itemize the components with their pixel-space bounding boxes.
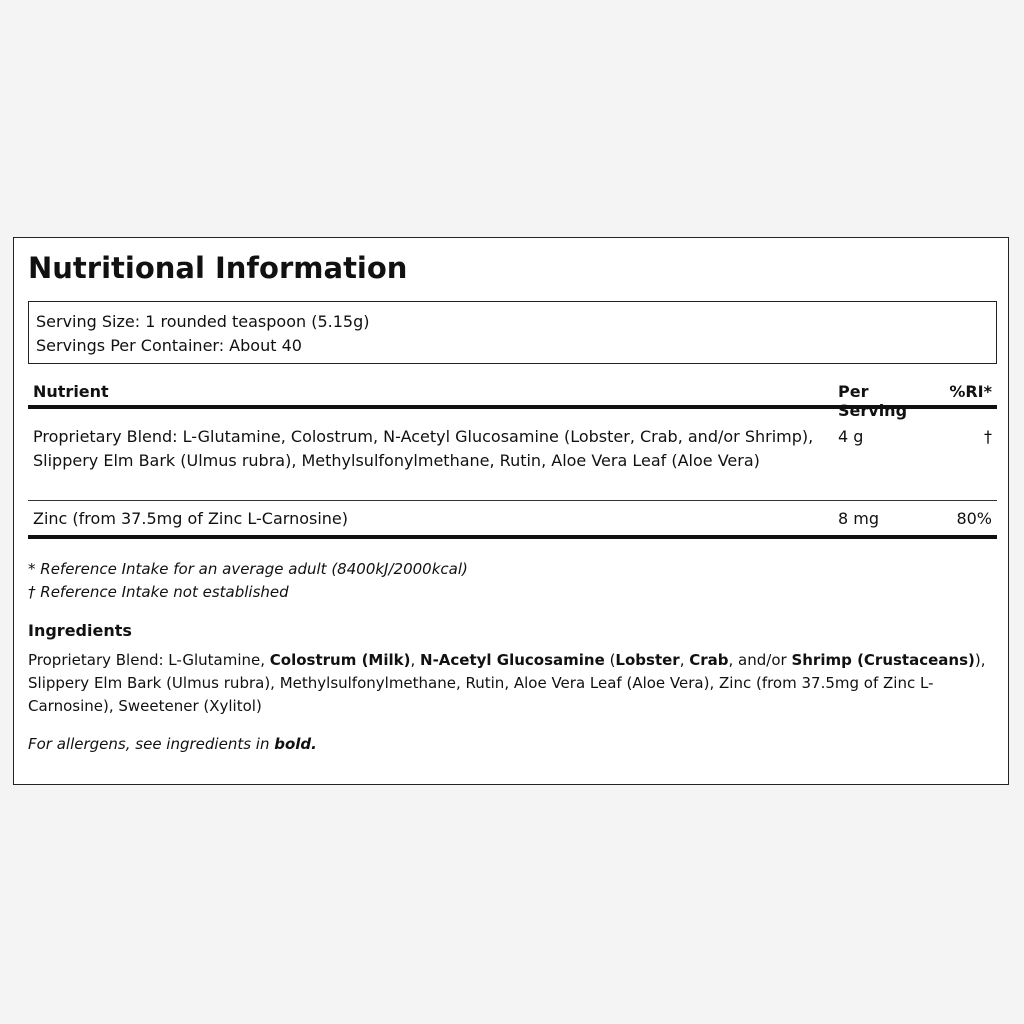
allergen-note-text: For allergens, see ingredients in <box>28 735 275 753</box>
allergen-ingredient: Shrimp (Crustaceans) <box>791 651 975 669</box>
ingredient-segment: , <box>410 651 421 669</box>
allergen-note-bold: bold. <box>274 735 317 753</box>
footnotes <box>28 558 468 604</box>
nutrient-name: Zinc (from 37.5mg of Zinc L-Carnosine) <box>33 509 348 528</box>
serving-info-box <box>28 301 997 364</box>
ingredient-segment: , <box>679 651 690 669</box>
servings-per-container: Servings Per Container: About 40 <box>36 336 302 355</box>
ingredients-text <box>28 649 1000 718</box>
table-row <box>28 501 997 539</box>
header-per-serving: Per Serving <box>838 382 908 420</box>
per-serving-value: 8 mg <box>838 509 880 528</box>
dagger-footnote: † Reference Intake not established <box>28 583 289 601</box>
allergen-ingredient: Crab <box>689 651 729 669</box>
allergen-note <box>28 735 317 753</box>
nutrient-name: Proprietary Blend: L-Glutamine, Colostrum, N-Acetyl Glucosamine (Lobster, Crab, and/or Shrimp), Slippery Elm Bark (Ulmus rubra), Methylsulfonylmethane, Rutin, Aloe Vera Leaf (Aloe Vera) <box>33 427 814 470</box>
ingredient-segment: ( <box>604 651 616 669</box>
table-header-row <box>28 378 997 420</box>
ri-value: 80% <box>956 509 992 528</box>
page-title: Nutritional Information <box>28 251 408 285</box>
per-serving-value: 4 g <box>838 427 864 446</box>
ingredient-segment: ), Slippery Elm Bark (Ulmus rubra), Methylsulfonylmethane, Rutin, Aloe Vera Leaf (Aloe Vera), Zinc (from 37.5mg of Zinc L-Carnosine), Sweetener (Xylitol) <box>28 651 986 715</box>
ingredients-heading: Ingredients <box>28 621 132 640</box>
nutrition-table <box>28 378 997 539</box>
ri-value: † <box>984 427 992 446</box>
ingredient-segment: Proprietary Blend: L-Glutamine, <box>28 651 270 669</box>
ingredient-segment: , and/or <box>728 651 792 669</box>
allergen-ingredient: N-Acetyl Glucosamine <box>420 651 605 669</box>
nutrition-panel <box>13 237 1009 785</box>
ri-footnote: * Reference Intake for an average adult (8400kJ/2000kcal) <box>28 560 468 578</box>
allergen-ingredient: Colostrum (Milk) <box>269 651 411 669</box>
table-row <box>28 409 997 501</box>
header-nutrient: Nutrient <box>33 382 109 401</box>
serving-size: Serving Size: 1 rounded teaspoon (5.15g) <box>36 312 370 331</box>
allergen-ingredient: Lobster <box>615 651 680 669</box>
header-ri: %RI* <box>949 382 992 401</box>
